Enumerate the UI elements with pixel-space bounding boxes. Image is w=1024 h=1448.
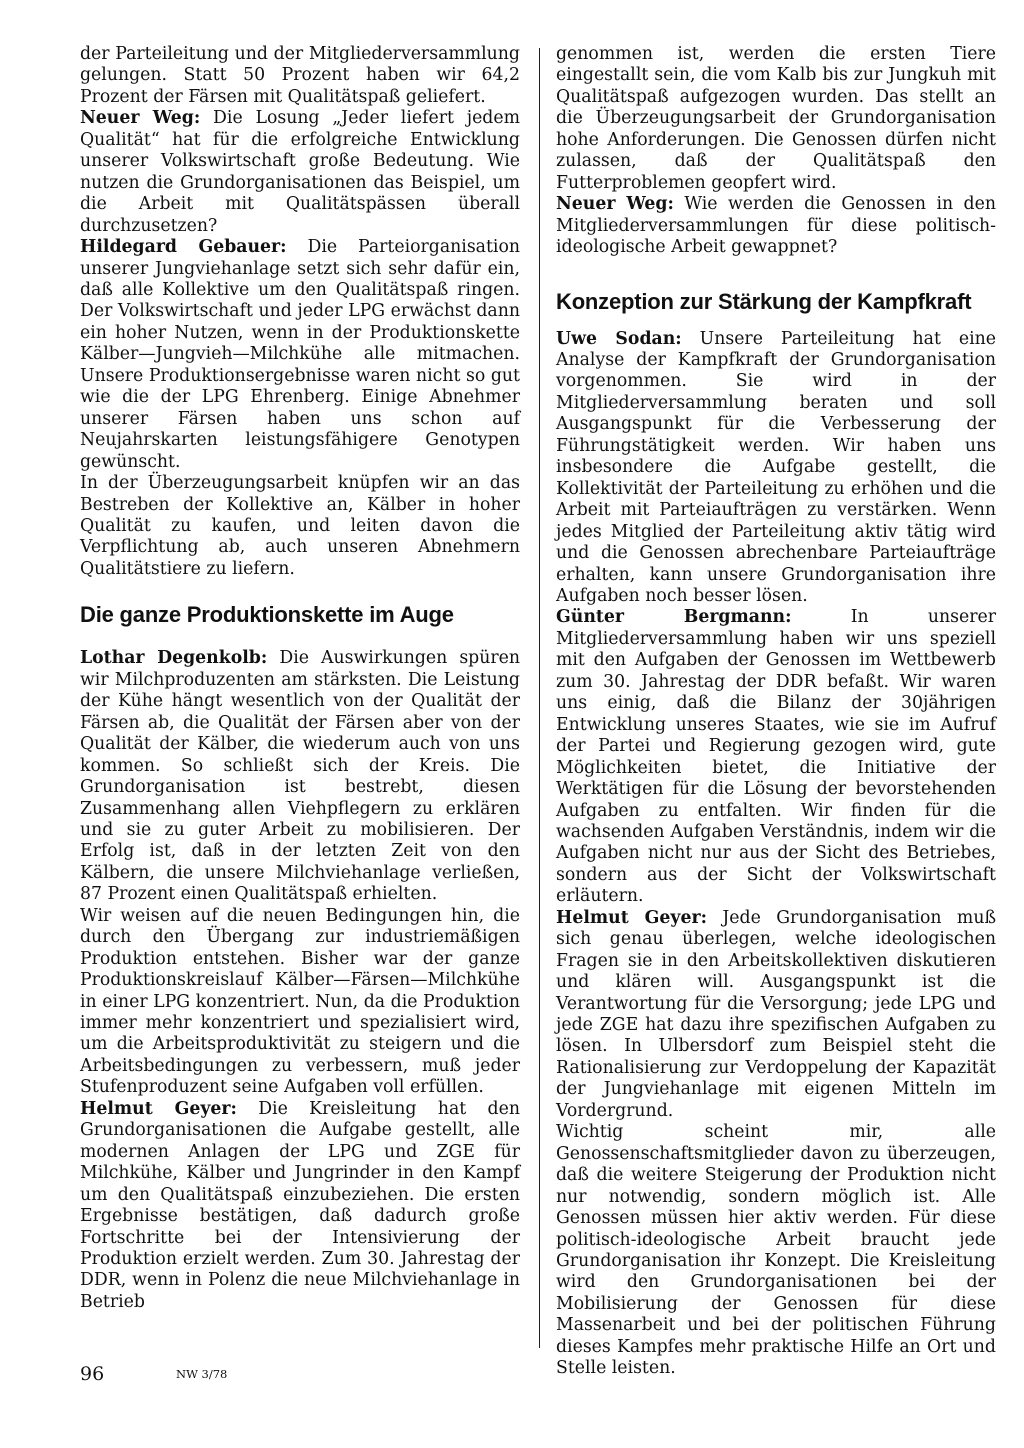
- paragraph: [80, 648, 520, 905]
- paragraph-text: Die Auswirkungen spüren wir Milchproduzenten am stärksten. Die Leistung der Kühe hängt wesentlich von der Qualität der Färsen ab, die Qualität der Färsen aber von der Qualität der Kälber, die wiederum auch von uns kommen. So schließt sich der Kreis. Die Grundorganisation ist bestrebt, diesen Zusammenhang allen Viehpflegern zu erklären und sie zu guter Arbeit zu mobilisieren. Der Erfolg ist, daß in der letzten Zeit von den Kälbern, die unsere Milchviehanlage verließen, 87 Prozent einen Qualitätspaß erhielten.: [80, 648, 520, 905]
- speaker-label: Hildegard Gebauer:: [80, 237, 287, 258]
- page-number: 96: [80, 1363, 105, 1385]
- paragraph-text: genommen ist, werden die ersten Tiere eingestallt sein, die vom Kalb bis zur Jungkuh mit Qualitätspaß aufgezogen wurden. Das stellt an die Überzeugungsarbeit der Grundorganisation hohe Anforderungen. Die Genossen dürfen nicht zulassen, daß der Qualitätspaß den Futterproblemen geopfert wird.: [556, 44, 996, 193]
- paragraph-text: Die Losung „Jeder liefert jedem Qualität“ hat für die erfolgreiche Entwicklung unserer Volkswirtschaft große Bedeutung. Wie nutzen die Grundorganisationen das Beispiel, um die Arbeit mit Qualitätspässen überall durchzusetzen?: [80, 108, 520, 236]
- paragraph-text: In unserer Mitgliederversammlung haben wir uns speziell mit den Aufgaben der Genossen im Wettbewerb zum 30. Jahrestag der DDR befaßt. Wir waren uns einig, daß die Bilanz der 30jährigen Entwicklung unseres Staates, wie sie im Aufruf der Partei und Regierung gezogen wird, gute Möglichkeiten bietet, die Initiative der Werktätigen für die Lösung der bevorstehenden Aufgaben zu entfalten. Wir finden für die wachsenden Aufgaben Verständnis, indem wir die Aufgaben nicht nur aus der Sicht des Betriebes, sondern aus der Sicht der Volkswirtschaft erläutern.: [556, 607, 997, 907]
- speaker-label: Uwe Sodan:: [556, 328, 682, 349]
- paragraph: [80, 1099, 520, 1314]
- speaker-label: Neuer Weg:: [80, 108, 201, 129]
- right-column: [556, 44, 996, 1380]
- paragraph-text: der Parteileitung und der Mitgliederversammlung gelungen. Statt 50 Prozent haben wir 64,2 Prozent der Färsen mit Qualitätspaß geliefert.: [80, 44, 520, 107]
- paragraph: [556, 44, 996, 194]
- paragraph-text: Die Parteiorganisation unserer Jungviehanlage setzt sich sehr dafür ein, daß alle Kollektive um den Qualitätspaß ringen. Der Volkswirtschaft und jeder LPG erwächst dann ein hoher Nutzen, wenn in der Produktionskette Kälber—Jungvieh—Milchkühe alle mitmachen. Unsere Produktionsergebnisse waren nicht so gut wie die der LPG Ehrenberg. Einige Abnehmer unserer Färsen haben uns schon auf Neujahrskarten leistungsfähigere Genotypen gewünscht.: [80, 237, 520, 472]
- paragraph: [556, 329, 996, 608]
- paragraph: [80, 906, 520, 1099]
- paragraph: [80, 473, 520, 580]
- paragraph: [80, 108, 520, 237]
- paragraph-text: Jede Grundorganisation muß sich genau überlegen, welche ideologischen Fragen sie in den Arbeitskollektiven diskutieren und klären will. Ausgangspunkt ist die Verantwortung für die Versorgung; jede LPG und jede ZGE hat dazu ihre spezifischen Aufgaben zu lösen. In Ulbersdorf zum Beispiel steht die Rationalisierung zur Verdoppelung der Kapazität der Jungviehanlage mit eigenen Mitteln im Vordergrund.: [556, 907, 996, 1121]
- paragraph: [556, 607, 996, 907]
- paragraph-text: Wichtig scheint mir, alle Genossenschaftsmitglieder davon zu überzeugen, daß die weitere Steigerung der Produktion nicht nur notwendig, sondern möglich ist. Alle Genossen müssen hier aktiv werden. Für diese politisch-ideologische Arbeit braucht jede Grundorganisation ihr Konzept. Die Kreisleitung wird den Grundorganisationen bei der Mobilisierung der Genossen für diese Massenarbeit und bei der politischen Führung dieses Kampfes mehr praktische Hilfe an Ort und Stelle leisten.: [556, 1122, 996, 1379]
- section-heading: Konzeption zur Stärkung der Kampfkraft: [556, 288, 972, 314]
- paragraph: [556, 194, 996, 258]
- speaker-label: Lothar Degenkolb:: [80, 648, 268, 669]
- paragraph-text: Wir weisen auf die neuen Bedingungen hin, die durch den Übergang zur industriemäßigen Produktion entstehen. Bisher war der ganze Produktionskreislauf Kälber—Färsen—Milchkühe in einer LPG konzentriert. Nun, da die Produktion immer mehr konzentriert und spezialisiert wird, um die Arbeitsproduktivität zu steigern und die Arbeitsbedingungen zu verbessern, muß jeder Stufenproduzent seine Aufgaben voll erfüllen.: [80, 905, 520, 1098]
- column-divider: [539, 48, 540, 1348]
- issue-label: NW 3/78: [176, 1367, 228, 1381]
- speaker-label: Helmut Geyer:: [80, 1098, 237, 1119]
- paragraph-text: Unsere Parteileitung hat eine Analyse der Kampfkraft der Grundorganisation vorgenommen. Sie wird in der Mitgliederversammlung beraten und soll Ausgangspunkt für die Verbesserung der Führungstätigkeit werden. Wir haben uns insbesondere die Aufgabe gestellt, die Kollektivität der Parteileitung zu erhöhen und die Arbeit mit Parteiaufträgen zu verstärken. Wenn jedes Mitglied der Parteileitung aktiv tätig wird und die Genossen abrechenbare Parteiaufträge erhalten, kann unsere Grundorganisation ihre Aufgaben noch besser lösen.: [556, 328, 996, 606]
- paragraph-text: Wie werden die Genossen in den Mitgliederversammlungen für diese politisch-ideologische Arbeit gewappnet?: [556, 194, 996, 258]
- paragraph: [80, 44, 520, 108]
- speaker-label: Neuer Weg:: [556, 194, 674, 215]
- speaker-label: Günter Bergmann:: [556, 607, 792, 628]
- paragraph-text: Die Kreisleitung hat den Grundorganisationen die Aufgabe gestellt, alle modernen Anlagen der LPG und ZGE für Milchkühe, Kälber und Jungrinder in den Kampf um den Qualitätspaß einzubeziehen. Die ersten Ergebnisse bestätigen, daß dadurch große Fortschritte bei der Intensivierung der Produktion erzielt werden. Zum 30. Jahrestag der DDR, wenn in Polenz die neue Milchviehanlage in Betrieb: [80, 1098, 520, 1312]
- speaker-label: Helmut Geyer:: [556, 907, 707, 928]
- paragraph-text: In der Überzeugungsarbeit knüpfen wir an das Bestreben der Kollektive an, Kälber in hoher Qualität zu kaufen, und leiten davon die Verpflichtung ab, auch unseren Abnehmern Qualitätstiere zu liefern.: [80, 473, 520, 579]
- paragraph: [556, 908, 996, 1123]
- left-column: [80, 44, 520, 1313]
- paragraph: [80, 237, 520, 473]
- paragraph: [556, 1122, 996, 1379]
- section-heading: Die ganze Produktionskette im Auge: [80, 602, 454, 628]
